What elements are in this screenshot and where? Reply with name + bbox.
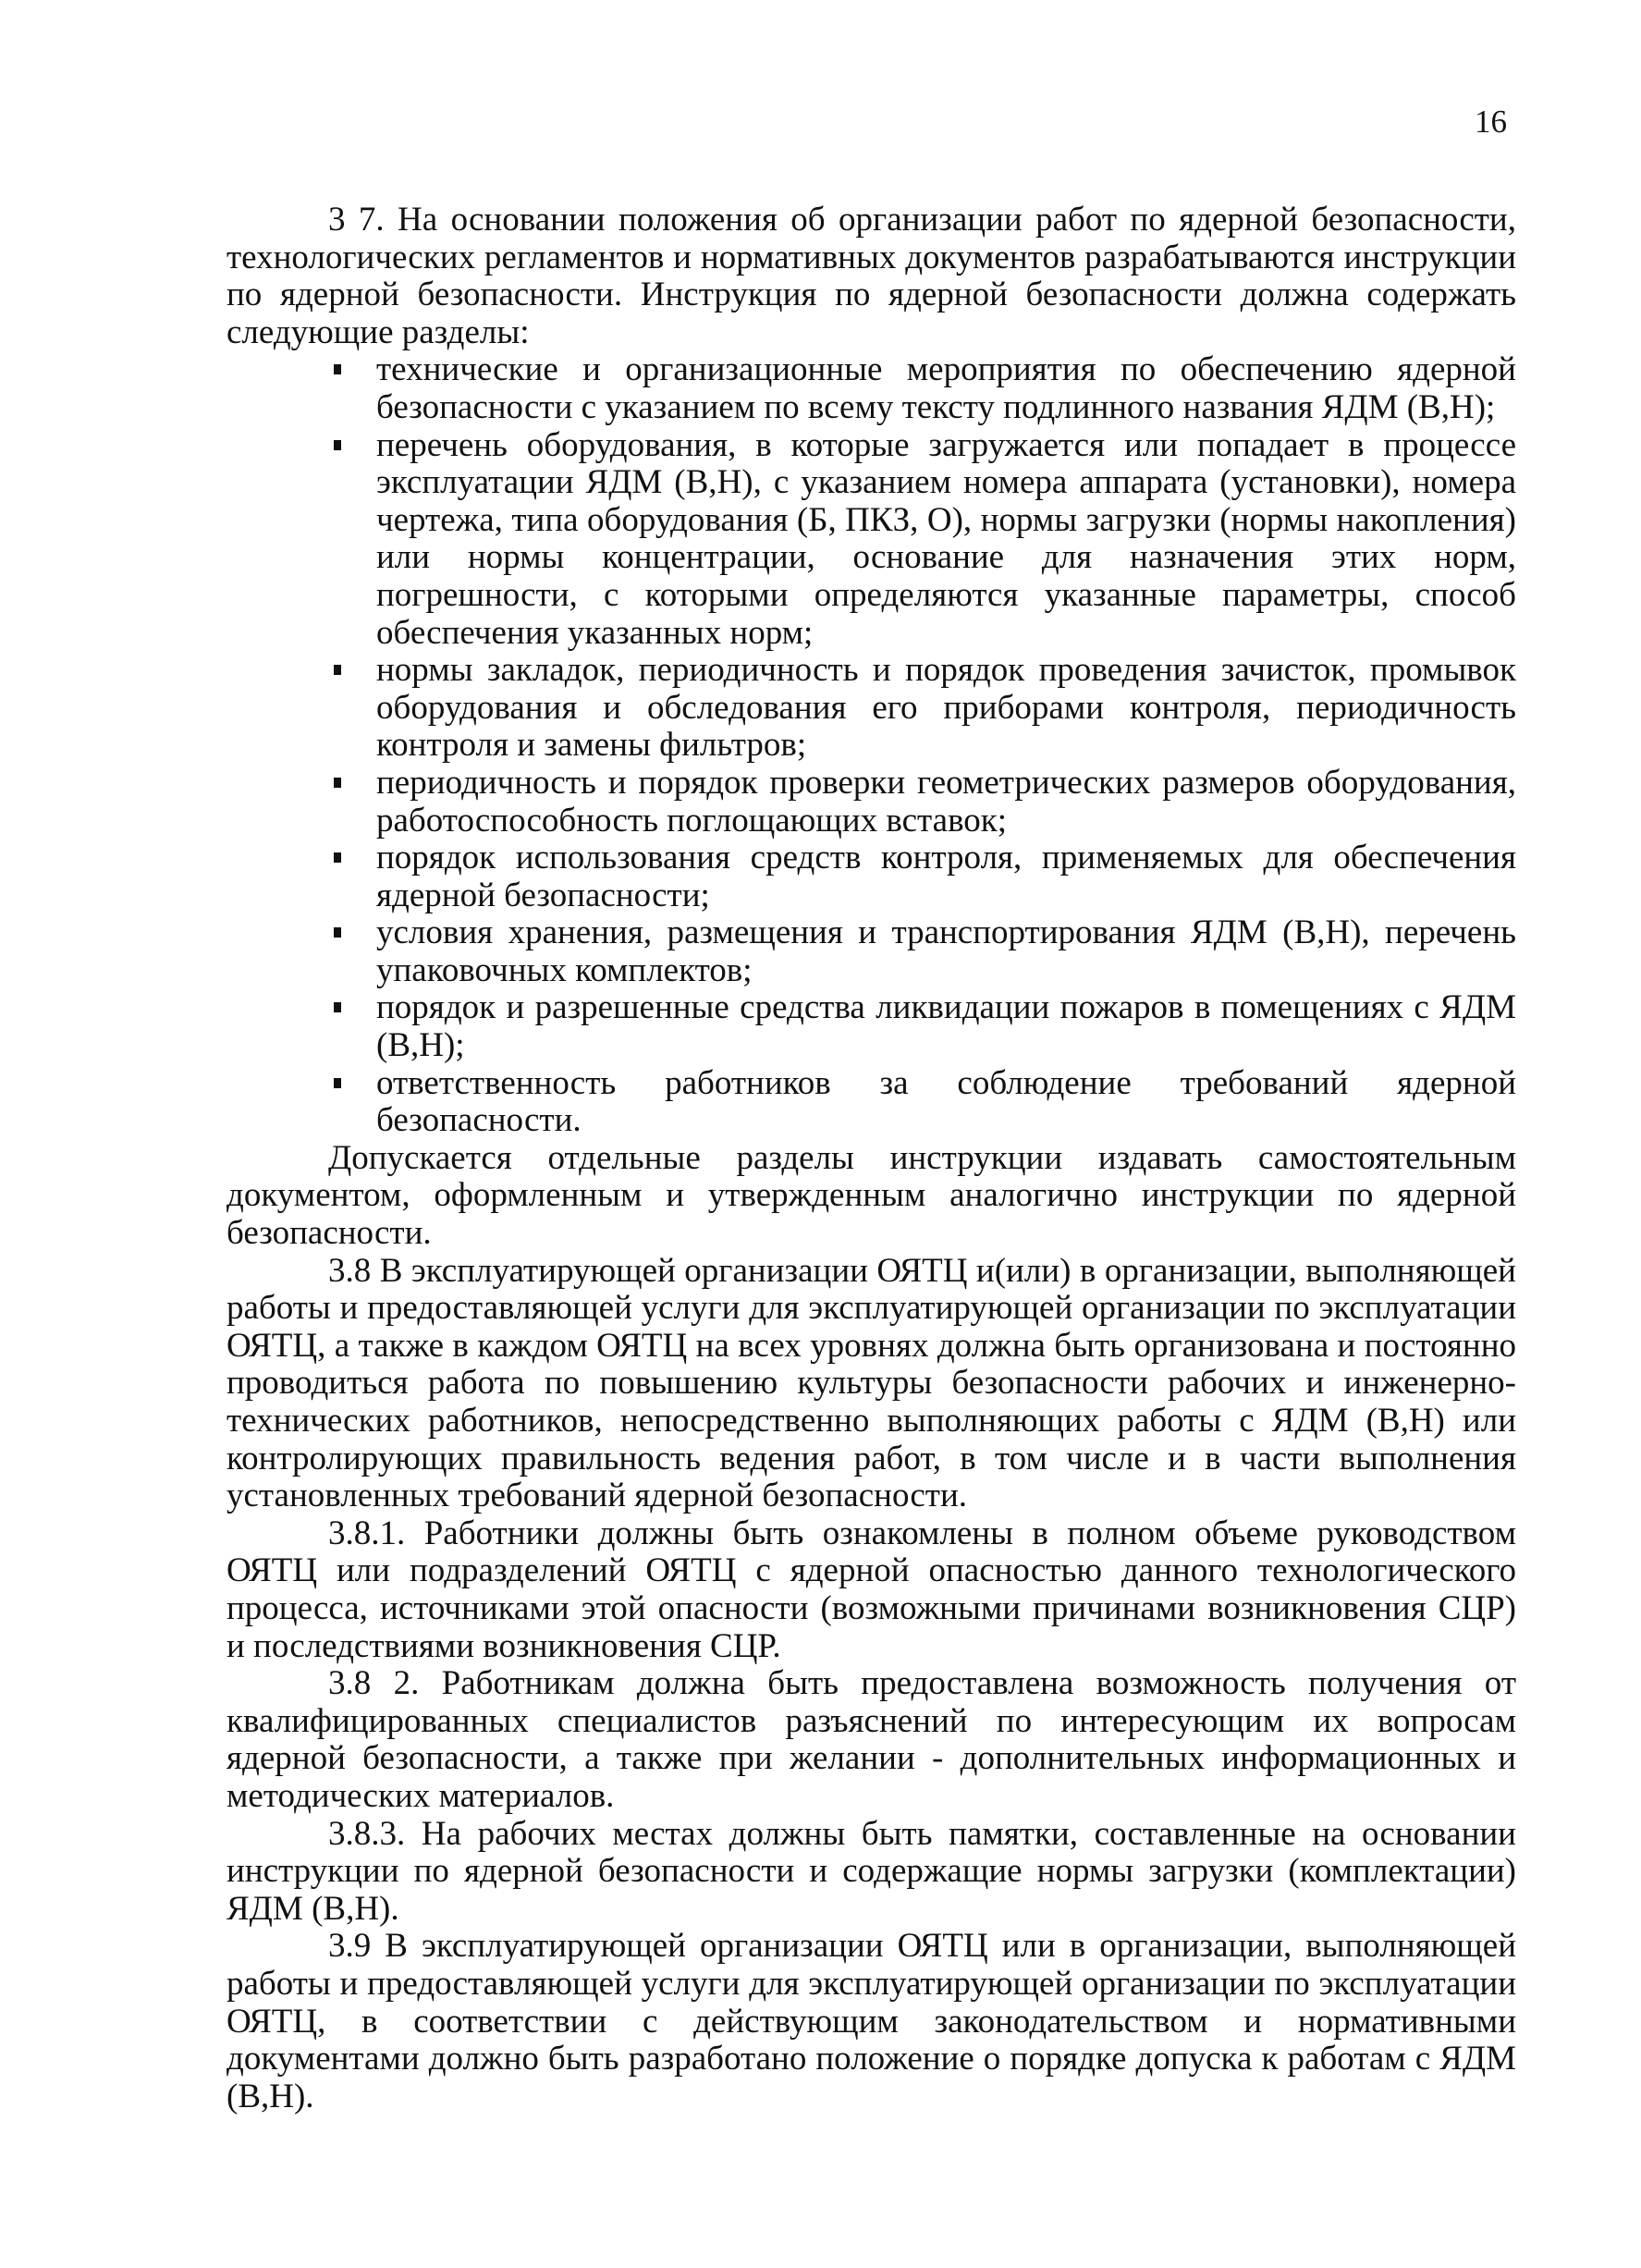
list-item-text: ответственность работников за соблюдение требований ядерной безопасности. <box>376 1063 1516 1140</box>
bullet-icon <box>334 1078 341 1088</box>
section-3-8: 3.8 В эксплуатирующей организации ОЯТЦ и(или) в организации, выполняющей работы и предоставляющей услуги для эксплуатирующей организации по эксплуатации ОЯТЦ, а также в каждом ОЯТЦ на всех уровнях должна быть организована и постоянно проводиться работа по повышению культуры безопасности рабочих и инженерно-технических работников, непосредственно выполняющих работы с ЯДМ (В,Н) или контролирующих правильность ведения работ, в том числе и в части выполнения установленных требований ядерной безопасности. <box>227 1251 1516 1515</box>
bullet-icon <box>334 665 341 675</box>
list-item <box>227 351 1516 426</box>
list-item <box>227 427 1516 653</box>
list-item-text: технические и организационные мероприятия по обеспечению ядерной безопасности с указанием по всему тексту подлинного названия ЯДМ (В,Н); <box>376 350 1516 426</box>
list-item <box>227 840 1516 914</box>
bullet-icon <box>334 364 341 374</box>
section-3-7-note: Допускается отдельные разделы инструкции издавать самостоятельным документом, оформленным и утвержденным аналогично инструкции по ядерной безопасности. <box>227 1138 1516 1253</box>
section-3-7-intro: 3 7. На основании положения об организации работ по ядерной безопасности, технологических регламентов и нормативных документов разрабатываются инструкции по ядерной безопасности. Инструкция по ядерной безопасности должна содержать следующие разделы: <box>227 201 1516 351</box>
list-item-text: порядок использования средств контроля, применяемых для обеспечения ядерной безопасности; <box>376 839 1516 914</box>
bullet-icon <box>334 1002 341 1012</box>
section-3-9: 3.9 В эксплуатирующей организации ОЯТЦ или в организации, выполняющей работы и предоставляющей услуги для эксплуатирующей организации по эксплуатации ОЯТЦ, в соответствии с действующим законодательством и нормативными документами должно быть разработано положение о порядке допуска к работам с ЯДМ (В,Н). <box>227 1927 1516 2115</box>
bullet-icon <box>334 778 341 788</box>
list-item <box>227 652 1516 765</box>
list-item <box>227 914 1516 989</box>
list-item-text: порядок и разрешенные средства ликвидации пожаров в помещениях с ЯДМ (В,Н); <box>376 988 1516 1065</box>
section-3-8-3: 3.8.3. На рабочих местах должны быть памятки, составленные на основании инструкции по ядерной безопасности и содержащие нормы загрузки (комплектации) ЯДМ (В,Н). <box>227 1814 1516 1928</box>
list-item-text: условия хранения, размещения и транспортирования ЯДМ (В,Н), перечень упаковочных комплектов; <box>376 913 1516 989</box>
instruction-sections-list <box>227 351 1516 1139</box>
list-item <box>227 1065 1516 1140</box>
page-number: 16 <box>1475 104 1507 140</box>
bullet-icon <box>334 440 341 450</box>
list-item-text: перечень оборудования, в которые загружается или попадает в процессе эксплуатации ЯДМ (В,Н), с указанием номера аппарата (установки), номера чертежа, типа оборудования (Б, ПКЗ, О), нормы загрузки (нормы накопления) или нормы концентрации, основание для назначения этих норм, погрешности, с которыми определяются указанные параметры, способ обеспечения указанных норм; <box>376 425 1516 652</box>
list-item-text: нормы закладок, периодичность и порядок проведения зачисток, промывок оборудования и обследования его приборами контроля, периодичность контроля и замены фильтров; <box>376 651 1516 765</box>
bullet-icon <box>334 927 341 938</box>
list-item-text: периодичность и порядок проверки геометрических размеров оборудования, работоспособность поглощающих вставок; <box>376 763 1516 840</box>
list-item <box>227 765 1516 840</box>
list-item <box>227 989 1516 1064</box>
document-body <box>227 202 1516 2115</box>
section-3-8-2: 3.8 2. Работникам должна быть предоставлена возможность получения от квалифицированных специалистов разъяснений по интересующим их вопросам ядерной безопасности, а также при желании - дополнительных информационных и методических материалов. <box>227 1664 1516 1815</box>
bullet-icon <box>334 852 341 863</box>
section-3-8-1: 3.8.1. Работники должны быть ознакомлены в полном объеме руководством ОЯТЦ или подразделений ОЯТЦ с ядерной опасностью данного технологического процесса, источниками этой опасности (возможными причинами возникновения СЦР) и последствиями возникновения СЦР. <box>227 1514 1516 1665</box>
